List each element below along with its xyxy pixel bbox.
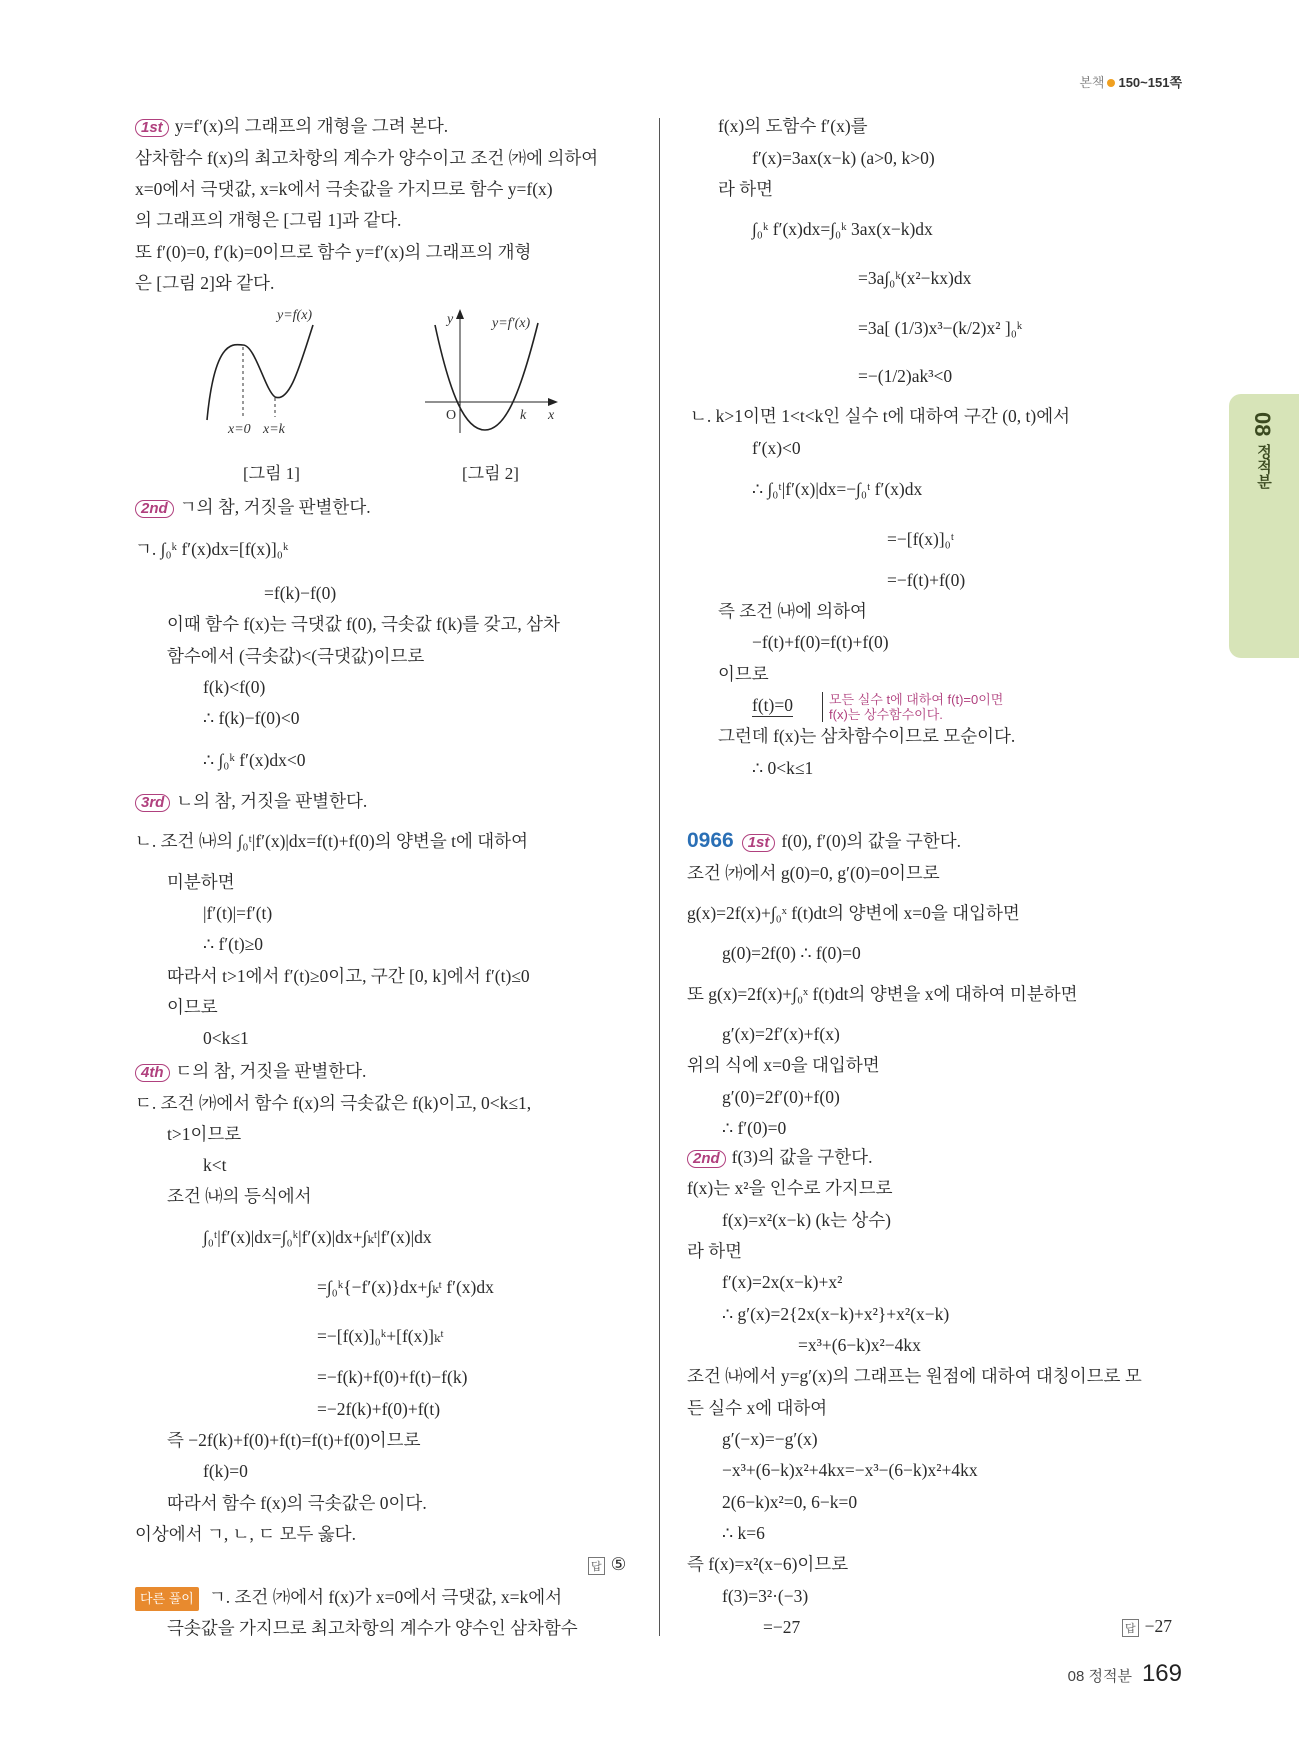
alt-solution-badge: 다른 풀이 <box>135 1587 199 1611</box>
equation-line: ∴ f(k)−f(0)<0 <box>203 708 300 728</box>
step-heading <box>135 115 448 137</box>
page-number: 169 <box>1141 1660 1182 1687</box>
equation-line: 0<k≤1 <box>203 1028 249 1048</box>
text: ㄱ. 조건 ㈎에서 f(x)가 x=0에서 극댓값, x=k에서 <box>208 1587 563 1607</box>
step-heading <box>135 790 367 812</box>
note-line: f(x)는 상수함수이다. <box>829 707 943 722</box>
text-line: 은 [그림 2]와 같다. <box>135 273 275 293</box>
text-line: 이때 함수 f(x)는 극댓값 f(0), 극솟값 f(k)를 갖고, 삼차 <box>167 614 560 634</box>
equation-line: ∴ ∫₀ᵏ f′(x)dx<0 <box>203 750 306 770</box>
text-line: 미분하면 <box>167 872 235 892</box>
equation-line: =f(k)−f(0) <box>264 583 337 603</box>
equation-line: f(3)=3²·(−3) <box>722 1586 809 1606</box>
equation-line: f′(x)=2x(x−k)+x² <box>722 1272 843 1292</box>
equation-line: g′(x)=2f′(x)+f(x) <box>722 1024 840 1044</box>
text-line: 라 하면 <box>718 179 774 199</box>
equation-line: =−2f(k)+f(0)+f(t) <box>317 1399 441 1419</box>
step-badge: 3rd <box>135 794 170 812</box>
equation-line: 2(6−k)x²=0, 6−k=0 <box>722 1492 858 1512</box>
equation-line: f′(x)=3ax(x−k) (a>0, k>0) <box>752 148 935 168</box>
y-axis-label: y <box>447 312 454 327</box>
text: y=f′(x)의 그래프의 개형을 그려 본다. <box>174 116 449 136</box>
alternative-solution <box>135 1586 562 1611</box>
footer-chapter: 08 정적분 <box>1067 1668 1132 1685</box>
k-label: k <box>520 408 527 423</box>
step-badge: 1st <box>135 119 169 137</box>
equation-line: =−f(t)+f(0) <box>887 570 966 590</box>
text-line: 즉 조건 ㈏에 의하여 <box>718 601 867 621</box>
equation-line: =−f(k)+f(0)+f(t)−f(k) <box>317 1367 468 1387</box>
equation-line: g(0)=2f(0) ∴ f(0)=0 <box>722 943 861 963</box>
curve-label: y=f′(x) <box>492 316 531 331</box>
text-line: t>1이므로 <box>167 1124 242 1144</box>
text-line: 함수에서 (극솟값)<(극댓값)이므로 <box>167 646 425 666</box>
equation-line: ㄱ. ∫₀ᵏ f′(x)dx=[f(x)]₀ᵏ <box>135 539 289 559</box>
page-range: 150~151쪽 <box>1118 75 1182 90</box>
figure-2-derivative-graph <box>420 305 570 440</box>
page-reference <box>1079 72 1182 91</box>
text-line: 라 하면 <box>687 1241 743 1261</box>
x-axis-label: x <box>548 408 555 423</box>
chapter-tab[interactable] <box>1229 394 1299 658</box>
text-line: 그런데 f(x)는 삼차함수이므로 모순이다. <box>718 726 1016 746</box>
equation-line: ∴ f′(t)≥0 <box>203 934 264 954</box>
equation-line: ∴ f′(0)=0 <box>722 1118 787 1138</box>
step-heading <box>135 496 371 518</box>
text-line: f(x)는 x²을 인수로 가지므로 <box>687 1178 893 1198</box>
text-line: ㄴ. 조건 ㈏의 ∫₀ᵗ|f′(x)|dx=f(t)+f(0)의 양변을 t에 대하여 <box>135 831 528 851</box>
text: ㄱ의 참, 거짓을 판별한다. <box>179 497 371 517</box>
equation-line: =∫₀ᵏ{−f′(x)}dx+∫ₖᵗ f′(x)dx <box>317 1277 494 1297</box>
text-line: 조건 ㈏의 등식에서 <box>167 1186 312 1206</box>
text-line: x=0에서 극댓값, x=k에서 극솟값을 가지므로 함수 y=f(x) <box>135 179 553 199</box>
equation-line: f′(x)<0 <box>752 438 801 458</box>
book-label: 본책 <box>1079 75 1105 90</box>
text: ㄴ의 참, 거짓을 판별한다. <box>176 791 368 811</box>
curve-label: y=f(x) <box>277 308 313 323</box>
chapter-title: 정적분 <box>1255 444 1272 489</box>
problem-heading <box>687 830 961 852</box>
answer-icon: 답 <box>1122 1619 1139 1637</box>
equation-line: g′(0)=2f′(0)+f(0) <box>722 1087 840 1107</box>
text-line: 즉 −2f(k)+f(0)+f(t)=f(t)+f(0)이므로 <box>167 1430 421 1450</box>
figure-2-caption: [그림 2] <box>462 464 519 483</box>
figure-1-cubic-graph <box>195 305 345 440</box>
text-line: 즉 f(x)=x²(x−6)이므로 <box>687 1554 849 1574</box>
text-line: f(x)의 도함수 f′(x)를 <box>718 116 868 136</box>
x0-label: x=0 <box>228 422 251 437</box>
equation-line: f(t)=0 <box>752 695 793 715</box>
text-line: 위의 식에 x=0을 대입하면 <box>687 1055 880 1075</box>
text-line: ㄴ. k>1이면 1<t<k인 실수 t에 대하여 구간 (0, t)에서 <box>690 406 1071 426</box>
text-line: 이므로 <box>167 997 218 1017</box>
text-line: 또 g(x)=2f(x)+∫₀ˣ f(t)dt의 양변을 x에 대하여 미분하면 <box>687 984 1078 1004</box>
text-line: 따라서 함수 f(x)의 극솟값은 0이다. <box>167 1493 427 1513</box>
text: ㄷ의 참, 거짓을 판별한다. <box>175 1061 367 1081</box>
text: f(3)의 값을 구한다. <box>731 1147 873 1167</box>
equation-line: |f′(t)|=f′(t) <box>203 903 273 923</box>
answer-icon: 답 <box>588 1557 605 1575</box>
equation-line: g′(−x)=−g′(x) <box>722 1429 818 1449</box>
text-line: 의 그래프의 개형은 [그림 1]과 같다. <box>135 210 402 230</box>
equation-line: k<t <box>203 1155 227 1175</box>
answer <box>1122 1616 1172 1637</box>
equation-line: ∫₀ᵏ f′(x)dx=∫₀ᵏ 3ax(x−k)dx <box>752 219 933 239</box>
bullet-icon <box>1107 79 1115 87</box>
text-line: 또 f′(0)=0, f′(k)=0이므로 함수 y=f′(x)의 그래프의 개형 <box>135 242 532 262</box>
step-badge: 2nd <box>687 1150 726 1168</box>
text-line: 극솟값을 가지므로 최고차항의 계수가 양수인 삼차함수 <box>167 1618 578 1638</box>
equation-line: =3a∫₀ᵏ(x²−kx)dx <box>858 268 972 288</box>
text-line: 조건 ㈎에서 g(0)=0, g′(0)=0이므로 <box>687 863 940 883</box>
equation-line: ∴ g′(x)=2{2x(x−k)+x²}+x²(x−k) <box>722 1304 950 1324</box>
origin-label: O <box>446 408 457 423</box>
y-axis-arrow-icon <box>456 309 464 319</box>
step-badge: 1st <box>742 834 776 852</box>
step-heading <box>135 1060 366 1082</box>
step-badge: 2nd <box>135 500 174 518</box>
equation-line: =−(1/2)ak³<0 <box>858 366 953 386</box>
text-line: 따라서 t>1에서 f′(t)≥0이고, 구간 [0, k]에서 f′(t)≤0 <box>167 966 530 986</box>
answer <box>588 1554 626 1575</box>
chapter-number: 08 <box>1250 412 1275 437</box>
x-axis-arrow-icon <box>548 398 558 406</box>
equation-line: ∴ k=6 <box>722 1523 765 1543</box>
equation-line: =−27 <box>763 1617 801 1637</box>
equation-line: ∫₀ᵗ|f′(x)|dx=∫₀ᵏ|f′(x)|dx+∫ₖᵗ|f′(x)|dx <box>203 1227 432 1247</box>
text-line: 조건 ㈏에서 y=g′(x)의 그래프는 원점에 대하여 대칭이므로 모 <box>687 1366 1142 1386</box>
cubic-curve <box>207 325 313 420</box>
answer-value: −27 <box>1144 1616 1173 1636</box>
equation-line: −x³+(6−k)x²+4kx=−x³−(6−k)x²+4kx <box>722 1460 978 1480</box>
step-heading <box>687 1146 872 1168</box>
equation-line: =−[f(x)]₀ᵗ <box>887 529 955 549</box>
equation-line: =−[f(x)]₀ᵏ+[f(x)]ₖᵗ <box>317 1326 444 1346</box>
text-line: 든 실수 x에 대하여 <box>687 1398 828 1418</box>
margin-note <box>822 692 1003 722</box>
text-line: 이상에서 ㄱ, ㄴ, ㄷ 모두 옳다. <box>135 1524 356 1544</box>
equation-line: f(x)=x²(x−k) (k는 상수) <box>722 1210 891 1230</box>
column-divider <box>659 118 660 1636</box>
equation-line: ∴ ∫₀ᵗ|f′(x)|dx=−∫₀ᵗ f′(x)dx <box>752 479 923 499</box>
problem-number: 0966 <box>687 829 734 852</box>
figure-1-caption: [그림 1] <box>243 464 300 483</box>
equation-line: f(k)<f(0) <box>203 677 266 697</box>
equation-line: =x³+(6−k)x²−4kx <box>798 1335 921 1355</box>
text-line: 이므로 <box>718 664 769 684</box>
equation-line: f(k)=0 <box>203 1461 248 1481</box>
equation-line: −f(t)+f(0)=f(t)+f(0) <box>752 632 889 652</box>
text-line: 삼차함수 f(x)의 최고차항의 계수가 양수이고 조건 ㈎에 의하여 <box>135 148 599 168</box>
xk-label: x=k <box>263 422 285 437</box>
text-line: ㄷ. 조건 ㈎에서 함수 f(x)의 극솟값은 f(k)이고, 0<k≤1, <box>135 1093 532 1113</box>
note-line: 모든 실수 t에 대하여 f(t)=0이면 <box>829 692 1004 707</box>
equation-line: ∴ 0<k≤1 <box>752 758 814 778</box>
answer-value: ⑤ <box>610 1554 627 1574</box>
text: f(0), f′(0)의 값을 구한다. <box>781 831 962 851</box>
page-footer <box>1068 1660 1182 1688</box>
step-badge: 4th <box>135 1064 170 1082</box>
equation-line: =3a[ (1/3)x³−(k/2)x² ]₀ᵏ <box>858 318 1023 338</box>
text-line: g(x)=2f(x)+∫₀ˣ f(t)dt의 양변에 x=0을 대입하면 <box>687 903 1020 923</box>
